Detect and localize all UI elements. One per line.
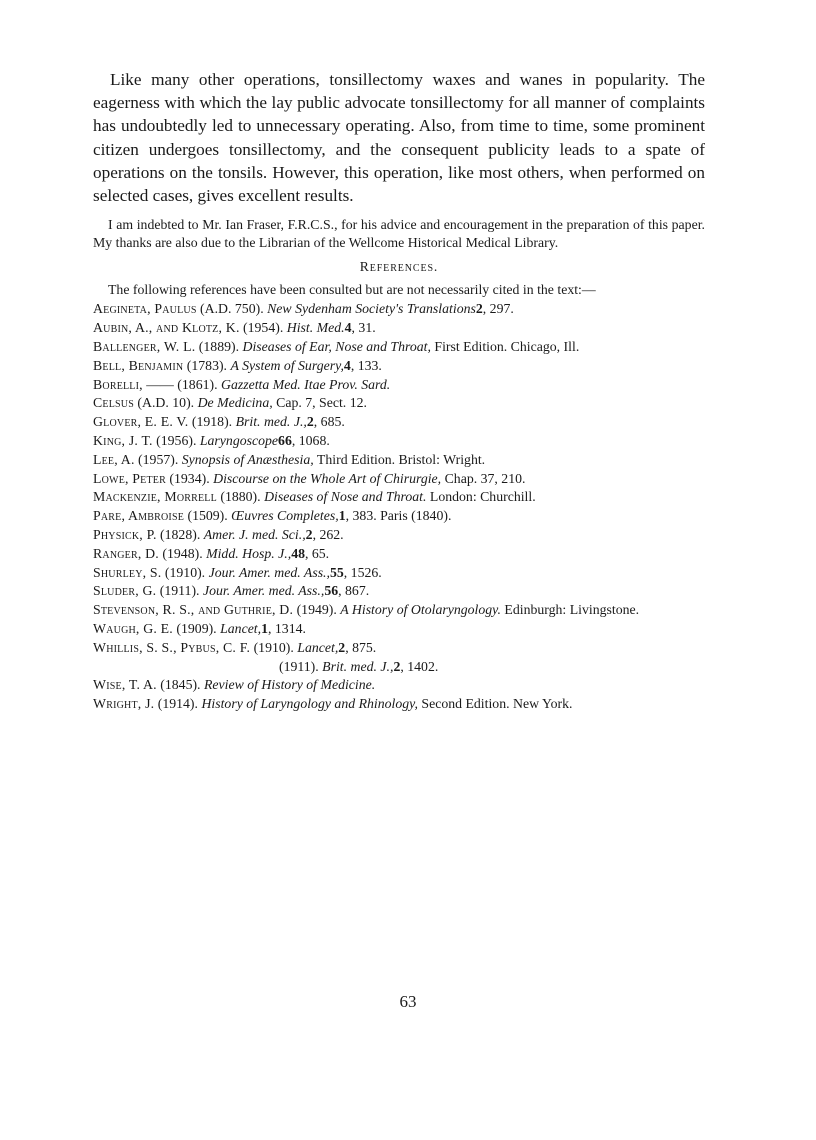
reference-volume: 48 [291,545,305,561]
reference-pages: , 1068. [291,432,330,448]
reference-year: —— (1861). [142,376,221,392]
reference-pages: Third Edition. Bristol: Wright. [313,451,486,467]
reference-pages: Edinburgh: Livingstone. [500,602,640,618]
reference-year: (1949). [293,602,341,618]
reference-volume: 2 [393,658,401,674]
reference-author: Glover, E. E. V. [93,414,189,430]
reference-pages: , 31. [351,320,376,336]
reference-year: (1509). [184,508,232,524]
reference-pages: First Edition. Chicago, Ill. [430,339,580,354]
reference-pages: , 685. [313,414,345,430]
reference-title: Brit. med. J., [322,658,394,674]
reference-year: (1828). [156,526,204,542]
reference-title: De Medicina, [197,395,273,411]
reference-item [93,451,705,468]
reference-item [93,601,705,618]
reference-volume: 4 [344,320,352,336]
reference-item [93,413,705,430]
reference-title: Amer. J. med. Sci., [203,526,306,542]
reference-pages: , 133. [350,357,382,373]
reference-year: (1948). [158,545,207,561]
reference-pages: , 1314. [268,620,306,636]
reference-item [93,639,705,656]
reference-title: Jour. Amer. med. Ass., [208,564,330,580]
reference-pages: , 65. [304,545,330,561]
reference-title: Brit. med. J., [235,414,307,430]
reference-item [93,658,705,675]
reference-year: (1910). [250,639,298,655]
reference-author: Sluder, G. [93,583,157,599]
reference-volume: 56 [324,583,339,599]
reference-author: Pare, Ambroise [93,508,185,524]
reference-pages: Second Edition. New York. [417,696,573,712]
reference-pages: , 383. Paris (1840). [345,508,452,524]
reference-item [93,357,705,374]
reference-volume: 2 [475,301,483,317]
reference-item [93,507,705,524]
reference-author: Shurley, S. [93,564,162,580]
reference-item [93,394,705,411]
reference-author: Borelli, [93,376,143,392]
reference-title: A History of Otolaryngology. [340,602,501,618]
page-content [93,68,705,714]
reference-title: Lancet, [220,620,262,636]
reference-pages: , 867. [338,583,370,599]
reference-item [93,582,705,599]
reference-item [93,695,705,712]
reference-author: Whillis, S. S., Pybus, C. F. [93,639,251,655]
reference-author: Waugh, G. E. [93,620,173,636]
reference-year: (1889). [195,339,243,354]
reference-title: Lancet, [297,639,339,655]
reference-author: Ballenger, W. L. [93,339,196,354]
reference-pages: , 875. [345,639,377,655]
reference-author: Mackenzie, Morrell [93,489,217,505]
reference-year: (1911). [279,658,323,674]
reference-pages: London: Churchill. [426,489,536,505]
reference-title: Laryngoscope [199,432,279,448]
reference-item [93,526,705,543]
reference-year: (1909). [172,620,221,636]
reference-item [93,376,705,393]
reference-title: Hist. Med. [286,320,345,336]
reference-author: Wise, T. A. [93,677,157,693]
reference-volume: 2 [306,414,314,430]
body-paragraph: Like many other operations, tonsillectomy waxes and wanes in popularity. The eagerness with which the lay public advocate tonsillectomy for all manner of complaints has undoubtedly led to unnecessary operating. Also, from time to time, some prominent citizen undergoes tonsillectomy, and the consequent publicity leads to a spate of operations on the tonsils. However, this operation, like most others, when performed on selected cases, gives excellent results. [93,70,705,206]
reference-title: Discourse on the Whole Art of Chirurgie, [213,470,442,486]
reference-volume: 2 [305,526,313,542]
reference-pages: , 262. [312,526,344,542]
acknowledgement: I am indebted to Mr. Ian Fraser, F.R.C.S., for his advice and encouragement in the preparation of this paper. My thanks are also due to the Librarian of the Wellcome Historical Medical Library. [93,217,705,250]
reference-item [93,620,705,637]
reference-author: Bell, Benjamin [93,357,184,373]
reference-year: (1783). [183,357,231,373]
reference-title: Gazzetta Med. Itae Prov. Sard. [221,376,391,392]
reference-item [93,470,705,487]
reference-volume: 1 [261,620,268,636]
reference-author: Aegineta, Paulus [93,301,197,317]
references-intro: The following references have been consulted but are not necessarily cited in the text:— [108,282,596,298]
reference-title: Diseases of Nose and Throat. [264,489,427,505]
reference-title: Œuvres Completes, [231,508,339,524]
reference-title: A System of Surgery, [230,357,344,373]
reference-year: (1914). [154,696,202,712]
reference-year: (1918). [188,414,236,430]
reference-volume: 1 [338,508,346,524]
reference-author: Lowe, Peter [93,470,166,486]
reference-year: (1954). [239,320,287,336]
reference-volume: 4 [343,357,351,373]
reference-item [93,488,705,505]
reference-author: Lee, A. [93,451,135,467]
reference-author: Stevenson, R. S., and Guthrie, D. [93,602,294,618]
reference-title: Diseases of Ear, Nose and Throat, [242,339,431,354]
reference-title: Review of History of Medicine. [203,677,376,693]
reference-author: Aubin, A., and Klotz, K. [93,320,240,336]
reference-author: Ranger, D. [93,545,159,561]
references-list [93,300,705,712]
reference-year: (1934). [165,470,214,486]
reference-item [93,545,705,562]
reference-author: Celsus [93,395,134,411]
reference-title: Synopsis of Anæsthesia, [181,451,314,467]
references-heading: References. [359,259,439,275]
reference-year: (1880). [216,489,265,505]
reference-volume: 2 [338,639,346,655]
reference-year: (A.D. 750). [196,301,268,317]
reference-author: Wright, J. [93,696,155,712]
reference-item [93,338,705,355]
reference-title: Jour. Amer. med. Ass., [202,583,325,599]
reference-year: (1910). [161,564,209,580]
reference-item [93,676,705,693]
reference-year: (1911). [156,583,203,599]
reference-pages: Chap. 37, 210. [441,470,526,486]
reference-author: King, J. T. [93,432,153,448]
reference-pages: , 297. [482,301,514,317]
reference-volume: 55 [329,564,344,580]
reference-year: (1957). [134,451,182,467]
reference-item [93,300,705,317]
reference-item [93,432,705,449]
reference-title: New Sydenham Society's Translations [267,301,476,317]
reference-title: History of Laryngology and Rhinology, [201,696,418,712]
reference-pages: , 1402. [400,658,439,674]
reference-author: Physick, P. [93,526,157,542]
reference-volume: 66 [278,432,292,448]
page-number: 63 [399,992,417,1011]
reference-title: Midd. Hosp. J., [206,545,292,561]
reference-year: (1845). [156,677,204,693]
reference-year: (A.D. 10). [133,395,198,411]
reference-year: (1956). [152,432,200,448]
reference-pages: Cap. 7, Sect. 12. [272,395,367,411]
reference-item [93,564,705,581]
reference-pages: , 1526. [343,564,382,580]
reference-item [93,319,705,336]
